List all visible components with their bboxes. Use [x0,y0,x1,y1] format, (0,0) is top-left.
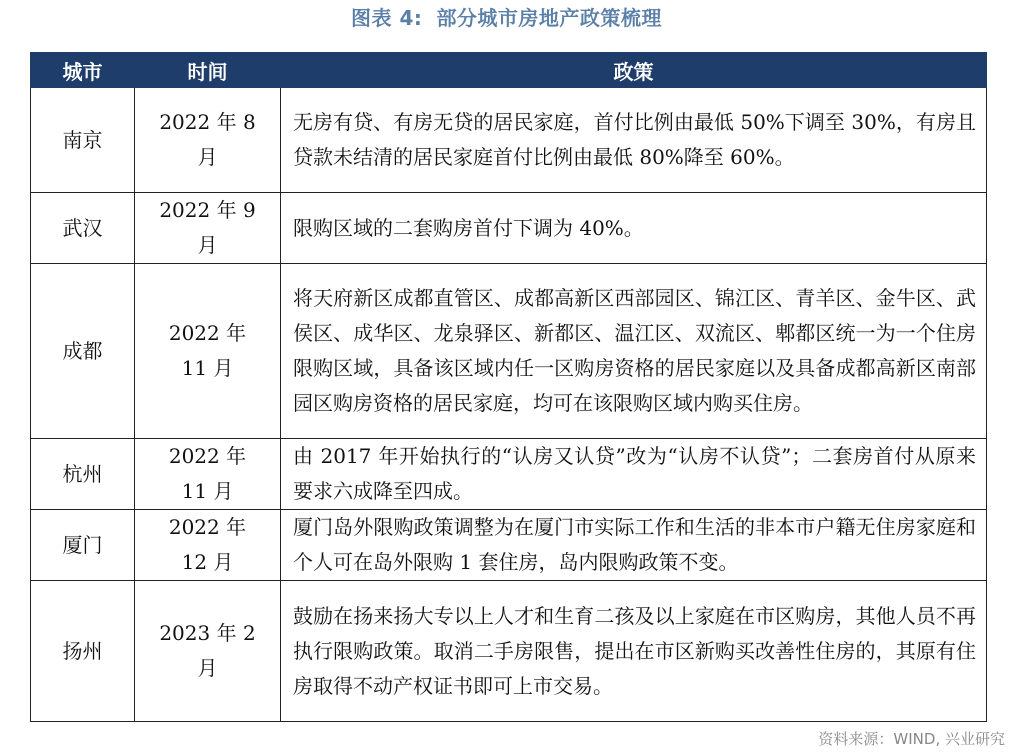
table-row [31,88,987,193]
cell-city: 成都 [31,264,135,439]
header-time: 时间 [135,53,281,88]
cell-policy: 限购区域的二套购房首付下调为 40%。 [281,193,987,264]
table-row [31,581,987,722]
cell-time: 2022 年 9 月 [135,193,281,264]
cell-city: 扬州 [31,581,135,722]
cell-city: 武汉 [31,193,135,264]
cell-time: 2022 年 12 月 [135,510,281,581]
source-note: 资料来源：WIND, 兴业研究 [818,730,1005,748]
cell-time: 2022 年 11 月 [135,439,281,510]
header-policy: 政策 [281,53,987,88]
figure-title [0,6,1013,30]
cell-policy: 无房有贷、有房无贷的居民家庭，首付比例由最低 50%下调至 30%，有房且贷款未结清的居民家庭首付比例由最低 80%降至 60%。 [281,88,987,193]
cell-policy: 厦门岛外限购政策调整为在厦门市实际工作和生活的非本市户籍无住房家庭和个人可在岛外限购 1 套住房，岛内限购政策不变。 [281,510,987,581]
header-city: 城市 [31,53,135,88]
figure-number: 图表 4: [351,6,423,30]
table-row [31,439,987,510]
cell-time: 2022 年 11 月 [135,264,281,439]
cell-city: 杭州 [31,439,135,510]
table-row [31,510,987,581]
policy-table [30,52,987,722]
figure-title-text: 部分城市房地产政策梳理 [436,6,662,30]
cell-policy: 将天府新区成都直管区、成都高新区西部园区、锦江区、青羊区、金牛区、武侯区、成华区、龙泉驿区、新都区、温江区、双流区、郫都区统一为一个住房限购区域，具备该区域内任一区购房资格的居民家庭以及具备成都高新区南部园区购房资格的居民家庭，均可在该限购区域内购买住房。 [281,264,987,439]
table-row [31,193,987,264]
table-row [31,264,987,439]
cell-city: 厦门 [31,510,135,581]
table-header-row [31,53,987,88]
cell-time: 2023 年 2 月 [135,581,281,722]
cell-policy: 鼓励在扬来扬大专以上人才和生育二孩及以上家庭在市区购房，其他人员不再执行限购政策。取消二手房限售，提出在市区新购买改善性住房的，其原有住房取得不动产权证书即可上市交易。 [281,581,987,722]
cell-policy: 由 2017 年开始执行的“认房又认贷”改为“认房不认贷”；二套房首付从原来要求六成降至四成。 [281,439,987,510]
cell-city: 南京 [31,88,135,193]
cell-time: 2022 年 8 月 [135,88,281,193]
